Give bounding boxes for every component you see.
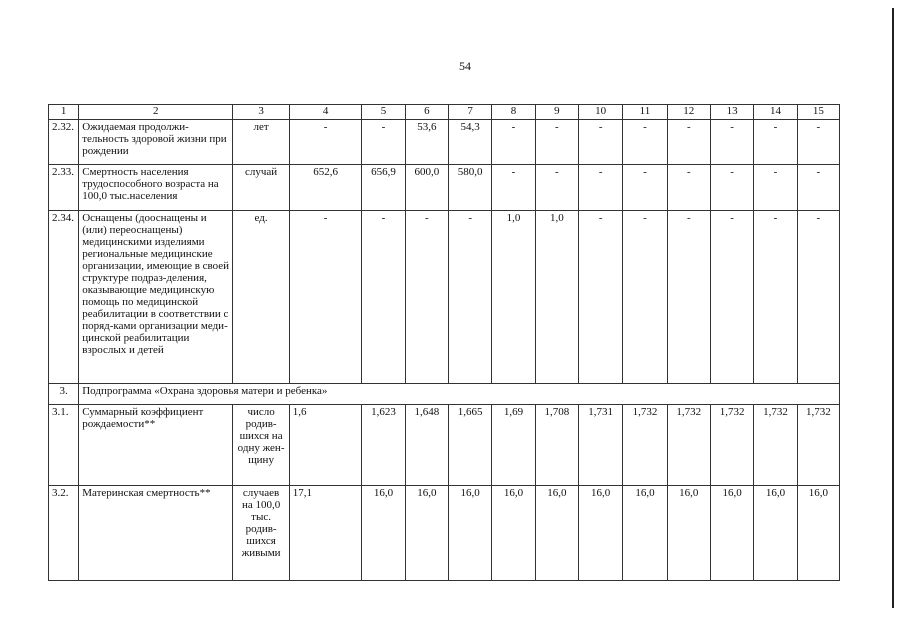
value-cell: 1,732: [710, 404, 753, 486]
value-cell: 600,0: [405, 165, 448, 211]
value-cell: -: [710, 210, 753, 383]
unit-cell: число родив-шихся на одну жен-щину: [233, 404, 289, 486]
table-row: [49, 165, 840, 211]
value-cell: -: [405, 210, 448, 383]
header-cell: 2: [79, 105, 233, 120]
value-cell: 1,665: [449, 404, 492, 486]
table-row: [49, 210, 840, 383]
value-cell: 1,623: [362, 404, 405, 486]
header-cell: 10: [578, 105, 622, 120]
header-cell: 15: [797, 105, 839, 120]
value-cell: -: [667, 120, 710, 165]
value-cell: 1,69: [492, 404, 535, 486]
value-cell: -: [492, 165, 535, 211]
value-cell: -: [578, 210, 622, 383]
value-cell: -: [754, 165, 797, 211]
subprogram-number: 3.: [49, 384, 79, 404]
header-cell: 1: [49, 105, 79, 120]
value-cell: -: [710, 120, 753, 165]
unit-cell: лет: [233, 120, 289, 165]
value-cell: 1,0: [492, 210, 535, 383]
value-cell: -: [449, 210, 492, 383]
value-cell: 16,0: [578, 486, 622, 581]
header-cell: 7: [449, 105, 492, 120]
value-cell: -: [623, 120, 667, 165]
value-cell: 54,3: [449, 120, 492, 165]
header-cell: 12: [667, 105, 710, 120]
value-cell: -: [578, 120, 622, 165]
value-cell: 16,0: [797, 486, 839, 581]
table-row: [49, 486, 840, 581]
page-number: 54: [459, 59, 471, 73]
value-cell: 1,0: [535, 210, 578, 383]
header-cell: 13: [710, 105, 753, 120]
row-number: 3.2.: [49, 486, 79, 581]
header-cell: 9: [535, 105, 578, 120]
header-cell: 3: [233, 105, 289, 120]
unit-cell: случай: [233, 165, 289, 211]
value-cell: -: [797, 165, 839, 211]
row-number: 2.34.: [49, 210, 79, 383]
value-cell: -: [667, 165, 710, 211]
value-cell: 16,0: [362, 486, 405, 581]
header-cell: 6: [405, 105, 448, 120]
value-cell: -: [797, 120, 839, 165]
indicator-name: Суммарный коэффициент рождаемости**: [79, 404, 233, 486]
value-cell: 16,0: [623, 486, 667, 581]
value-cell: 652,6: [289, 165, 362, 211]
value-cell: 1,732: [623, 404, 667, 486]
value-cell: 1,732: [667, 404, 710, 486]
value-cell: 53,6: [405, 120, 448, 165]
value-cell: 16,0: [667, 486, 710, 581]
subprogram-title: Подпрограмма «Охрана здоровья матери и ребенка»: [79, 384, 840, 404]
value-cell: -: [362, 210, 405, 383]
table-row: [49, 404, 840, 486]
header-row: [49, 105, 840, 120]
page-edge-line: [892, 8, 894, 608]
value-cell: -: [535, 165, 578, 211]
value-cell: -: [710, 165, 753, 211]
value-cell: -: [623, 210, 667, 383]
value-cell: -: [623, 165, 667, 211]
row-number: 2.33.: [49, 165, 79, 211]
value-cell: 16,0: [449, 486, 492, 581]
value-cell: 1,732: [797, 404, 839, 486]
value-cell: -: [289, 210, 362, 383]
indicator-name: Материнская смертность**: [79, 486, 233, 581]
unit-cell: ед.: [233, 210, 289, 383]
value-cell: 1,6: [289, 404, 362, 486]
value-cell: 1,708: [535, 404, 578, 486]
indicator-name: Оснащены (дооснащены и (или) переоснащены) медицинскими изделиями региональные медицинские организации, имеющие в своей структуре подраз-деления, оказывающие медицинскую помощь по медицинской реабилитации в соответствии с поряд-ками организации меди-цинской реабилитации взрослых и детей: [79, 210, 233, 383]
indicator-name: Смертность населения трудоспособного возраста на 100,0 тыс.населения: [79, 165, 233, 211]
value-cell: 17,1: [289, 486, 362, 581]
table-row: [49, 120, 840, 165]
value-cell: -: [535, 120, 578, 165]
unit-cell: случаев на 100,0 тыс. родив-шихся живыми: [233, 486, 289, 581]
subprogram-row: [49, 384, 840, 404]
indicators-table: [48, 104, 840, 581]
value-cell: 16,0: [405, 486, 448, 581]
value-cell: 1,732: [754, 404, 797, 486]
value-cell: 16,0: [492, 486, 535, 581]
header-cell: 11: [623, 105, 667, 120]
row-number: 2.32.: [49, 120, 79, 165]
value-cell: -: [492, 120, 535, 165]
indicator-name: Ожидаемая продолжи-тельность здоровой жизни при рождении: [79, 120, 233, 165]
value-cell: -: [362, 120, 405, 165]
value-cell: -: [754, 210, 797, 383]
value-cell: 1,731: [578, 404, 622, 486]
value-cell: -: [754, 120, 797, 165]
value-cell: -: [667, 210, 710, 383]
header-cell: 14: [754, 105, 797, 120]
value-cell: 1,648: [405, 404, 448, 486]
header-cell: 5: [362, 105, 405, 120]
value-cell: 656,9: [362, 165, 405, 211]
header-cell: 8: [492, 105, 535, 120]
value-cell: 580,0: [449, 165, 492, 211]
value-cell: 16,0: [710, 486, 753, 581]
value-cell: 16,0: [535, 486, 578, 581]
row-number: 3.1.: [49, 404, 79, 486]
header-cell: 4: [289, 105, 362, 120]
value-cell: 16,0: [754, 486, 797, 581]
value-cell: -: [797, 210, 839, 383]
value-cell: -: [289, 120, 362, 165]
value-cell: -: [578, 165, 622, 211]
